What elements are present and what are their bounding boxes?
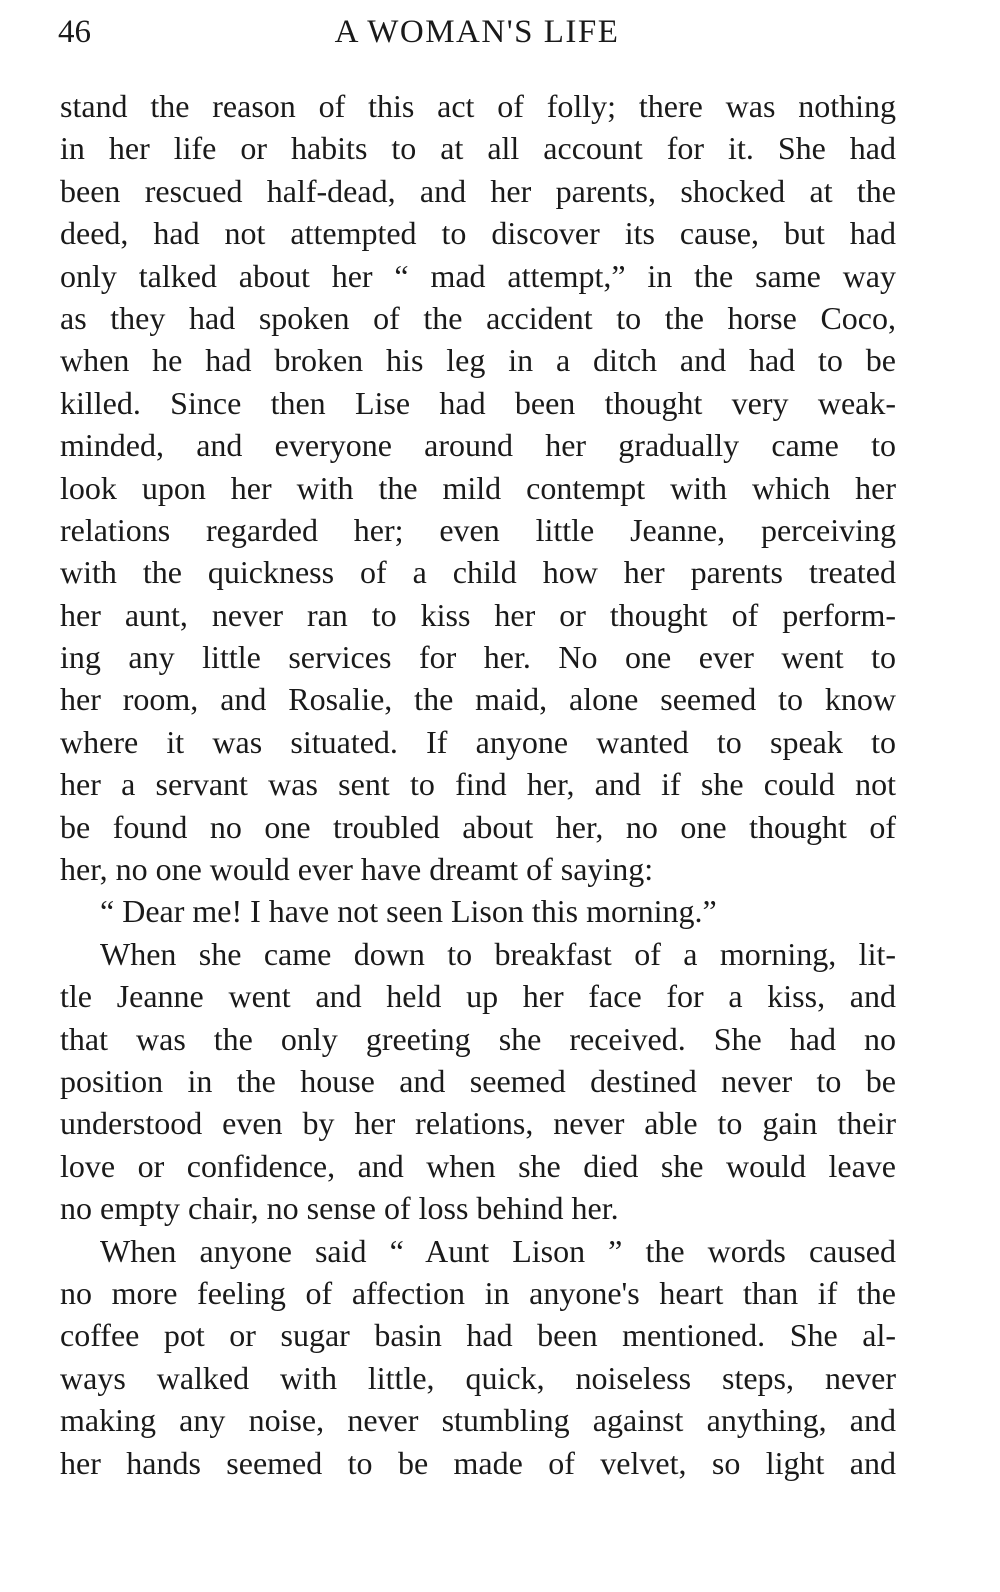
text-line: where it was situated. If anyone wanted to speak to [60,723,896,760]
text-line: understood even by her relations, never able to gain their [60,1105,896,1142]
text-line: her room, and Rosalie, the maid, alone seemed to know [60,681,896,718]
paragraph [60,933,896,1230]
text-line: as they had spoken of the accident to the horse Coco, [60,299,896,336]
body-text [60,85,896,1484]
paragraph [60,85,896,890]
text-line: been rescued half-dead, and her parents, shocked at the [60,172,896,209]
text-line: relations regarded her; even little Jeanne, perceiving [60,511,896,548]
text-line: When anyone said “ Aunt Lison ” the words caused [100,1232,896,1269]
text-line: killed. Since then Lise had been thought very weak- [60,384,896,421]
text-line: in her life or habits to at all account for it. She had [60,130,896,167]
text-line: her, no one would ever have dreamt of saying: [60,851,654,888]
page-number: 46 [58,14,91,50]
text-line: only talked about her “ mad attempt,” in the same way [60,257,896,294]
text-line: look upon her with the mild contempt with which her [60,469,896,506]
text-line: when he had broken his leg in a ditch and had to be [60,342,896,379]
text-line: tle Jeanne went and held up her face for a kiss, and [60,978,896,1015]
paragraph [60,890,896,932]
text-line: deed, had not attempted to discover its cause, but had [60,215,896,252]
text-line: her aunt, never ran to kiss her or thought of perform- [60,596,896,633]
text-line: love or confidence, and when she died she would leave [60,1147,896,1184]
text-line: that was the only greeting she received. She had no [60,1020,896,1057]
text-line: no empty chair, no sense of loss behind her. [60,1190,619,1227]
text-line: ways walked with little, quick, noiseless steps, never [60,1359,896,1396]
text-line: When she came down to breakfast of a morning, lit- [100,935,896,972]
text-line: be found no one troubled about her, no one thought of [60,808,896,845]
text-line: position in the house and seemed destined never to be [60,1062,896,1099]
text-line: ing any little services for her. No one ever went to [60,639,896,676]
text-line: her a servant was sent to find her, and if she could not [60,766,896,803]
text-line: coffee pot or sugar basin had been mentioned. She al- [60,1317,896,1354]
text-line: her hands seemed to be made of velvet, so light and [60,1444,896,1481]
text-line: no more feeling of affection in anyone's heart than if the [60,1274,896,1311]
running-title: A WOMAN'S LIFE [334,14,620,50]
text-line: making any noise, never stumbling against anything, and [60,1402,896,1439]
running-head [58,10,896,54]
text-line: stand the reason of this act of folly; there was nothing [60,88,896,124]
text-line: with the quickness of a child how her parents treated [60,554,896,591]
text-line: minded, and everyone around her gradually came to [60,427,896,464]
text-line: “ Dear me! I have not seen Lison this morning.” [100,893,717,930]
paragraph [60,1230,896,1484]
